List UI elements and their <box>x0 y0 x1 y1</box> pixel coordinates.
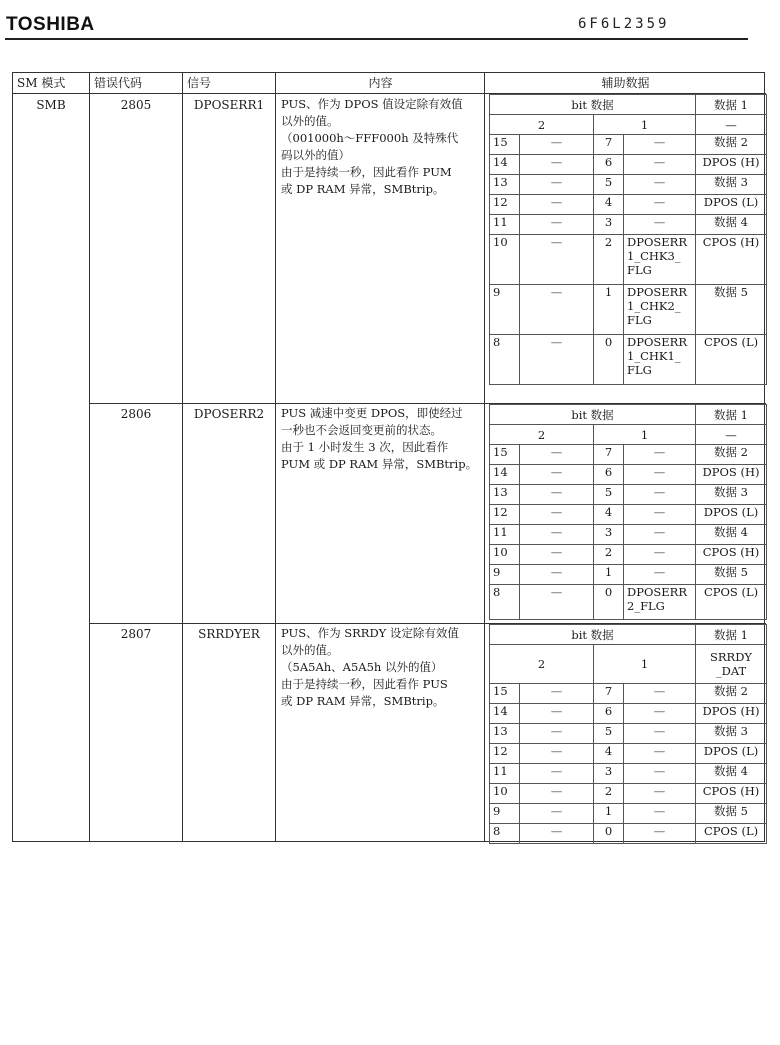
aux-row <box>490 335 767 385</box>
bit-value: — <box>520 784 594 804</box>
bit-number: 3 <box>594 525 624 545</box>
data-name-cell: 数据 2 <box>696 684 767 704</box>
column-header-mode: SM 模式 <box>13 73 90 94</box>
aux-data-table-2806 <box>489 404 766 620</box>
document-number: 6F6L2359 <box>578 16 670 32</box>
bit-value: — <box>520 525 594 545</box>
aux-row <box>490 684 767 704</box>
bit-value: — <box>520 335 594 385</box>
bit-value: — <box>520 135 594 155</box>
bit-number: 6 <box>594 465 624 485</box>
aux-row <box>490 784 767 804</box>
aux-row <box>490 824 767 844</box>
bit-number: 12 <box>490 744 520 764</box>
bit-value: DPOSERR 1_CHK1_ FLG <box>624 335 696 385</box>
data-name-cell: CPOS (H) <box>696 784 767 804</box>
bit-value: — <box>520 215 594 235</box>
bit-number: 3 <box>594 764 624 784</box>
data-name-cell: 数据 5 <box>696 804 767 824</box>
content-description-2807 <box>281 625 481 710</box>
bit-number: 7 <box>594 684 624 704</box>
bit-value: — <box>624 215 696 235</box>
bit-value: — <box>624 175 696 195</box>
bit-value: — <box>520 744 594 764</box>
bit-value: — <box>624 565 696 585</box>
data-1-label: 数据 1 <box>696 625 767 645</box>
bit-number: 10 <box>490 784 520 804</box>
aux-row <box>490 744 767 764</box>
content-description-2805 <box>281 96 481 198</box>
sm-mode-value: SMB <box>36 98 66 112</box>
bit-number: 1 <box>594 804 624 824</box>
data-name-cell: DPOS (H) <box>696 704 767 724</box>
content-line: 由于是持续一秒，因此看作 PUS <box>281 677 448 691</box>
data-1-label: 数据 1 <box>696 95 767 115</box>
bit-number: 13 <box>490 724 520 744</box>
data-name-cell: 数据 5 <box>696 565 767 585</box>
content-line: PUS、作为 SRRDY 设定除有效值 <box>281 626 459 640</box>
content-line: 一秒也不会返回变更前的状态。 <box>281 423 442 437</box>
data-name-cell: 数据 2 <box>696 445 767 465</box>
aux-row <box>490 704 767 724</box>
bit-value: — <box>520 684 594 704</box>
bit-number: 11 <box>490 525 520 545</box>
error-code-2805: 2805 <box>120 98 152 112</box>
bit-number: 15 <box>490 684 520 704</box>
content-line: PUM 或 DP RAM 异常，SMBtrip。 <box>281 457 478 471</box>
bit-value: — <box>624 195 696 215</box>
bit-number: 2 <box>594 235 624 285</box>
bit-value: DPOSERR 1_CHK2_ FLG <box>624 285 696 335</box>
data-name-cell: 数据 3 <box>696 175 767 195</box>
bit-value: DPOSERR 1_CHK3_ FLG <box>624 235 696 285</box>
bit-number: 10 <box>490 235 520 285</box>
bit-value: — <box>520 195 594 215</box>
content-line: 由于 1 小时发生 3 次，因此看作 <box>281 440 449 454</box>
bit-number: 9 <box>490 804 520 824</box>
bit-number: 12 <box>490 505 520 525</box>
bit-value: — <box>624 135 696 155</box>
bit-number: 7 <box>594 135 624 155</box>
aux-row <box>490 465 767 485</box>
column-header-signal: 信号 <box>183 73 276 94</box>
bit-number: 1 <box>594 565 624 585</box>
bit-number: 13 <box>490 485 520 505</box>
bit-value: — <box>624 525 696 545</box>
bit-value: — <box>520 485 594 505</box>
content-description-2806 <box>281 405 481 473</box>
byte-1-label: 1 <box>594 645 696 684</box>
bit-number: 4 <box>594 505 624 525</box>
data-name-cell: CPOS (L) <box>696 585 767 620</box>
bit-number: 14 <box>490 704 520 724</box>
bit-value: — <box>520 804 594 824</box>
bit-number: 10 <box>490 545 520 565</box>
bit-value: — <box>520 445 594 465</box>
data-name-cell: DPOS (H) <box>696 465 767 485</box>
bit-number: 2 <box>594 784 624 804</box>
aux-row <box>490 505 767 525</box>
bit-number: 8 <box>490 335 520 385</box>
bit-value: — <box>624 485 696 505</box>
data-name-cell: 数据 4 <box>696 215 767 235</box>
bit-number: 13 <box>490 175 520 195</box>
bit-number: 0 <box>594 824 624 844</box>
aux-row <box>490 235 767 285</box>
bit-value: — <box>624 545 696 565</box>
signal-srrdyer: SRRDYER <box>198 627 260 641</box>
column-divider <box>182 73 183 841</box>
header-rule <box>5 38 748 40</box>
bit-number: 11 <box>490 764 520 784</box>
bit-number: 9 <box>490 285 520 335</box>
aux-row <box>490 195 767 215</box>
bit-value: — <box>520 545 594 565</box>
data-name-cell: 数据 5 <box>696 285 767 335</box>
bit-data-label: bit 数据 <box>490 625 696 645</box>
content-line: PUS、作为 DPOS 值设定除有效值 <box>281 97 463 111</box>
bit-number: 5 <box>594 724 624 744</box>
bit-number: 2 <box>594 545 624 565</box>
data-name-cell: 数据 3 <box>696 485 767 505</box>
bit-value: — <box>520 565 594 585</box>
aux-row <box>490 155 767 175</box>
content-line: 以外的值。 <box>281 643 339 657</box>
bit-number: 14 <box>490 465 520 485</box>
data-name-cell: CPOS (H) <box>696 545 767 565</box>
bit-value: — <box>520 724 594 744</box>
bit-data-label: bit 数据 <box>490 405 696 425</box>
content-line: PUS 减速中变更 DPOS，即使经过 <box>281 406 463 420</box>
data-name-cell: CPOS (L) <box>696 824 767 844</box>
bit-number: 0 <box>594 585 624 620</box>
bit-value: — <box>624 824 696 844</box>
bit-value: — <box>520 764 594 784</box>
signal-dposerr2: DPOSERR2 <box>193 407 265 421</box>
bit-value: — <box>520 465 594 485</box>
data-name-cell: CPOS (H) <box>696 235 767 285</box>
bit-value: DPOSERR 2_FLG <box>624 585 696 620</box>
bit-number: 5 <box>594 485 624 505</box>
content-line: 或 DP RAM 异常，SMBtrip。 <box>281 694 445 708</box>
content-line: 或 DP RAM 异常，SMBtrip。 <box>281 182 445 196</box>
bit-value: — <box>624 724 696 744</box>
aux-data-table-2805 <box>489 94 766 385</box>
column-header-aux: 辅助数据 <box>485 73 766 94</box>
data-name-cell: 数据 4 <box>696 764 767 784</box>
column-divider <box>484 73 485 841</box>
data-name-cell: DPOS (H) <box>696 155 767 175</box>
data-name-cell: 数据 4 <box>696 525 767 545</box>
data-1-value: — <box>696 425 767 445</box>
aux-row <box>490 764 767 784</box>
bit-value: — <box>624 155 696 175</box>
aux-row <box>490 724 767 744</box>
aux-row <box>490 285 767 335</box>
bit-value: — <box>520 285 594 335</box>
byte-1-label: 1 <box>594 115 696 135</box>
bit-number: 4 <box>594 195 624 215</box>
aux-data-table-2807 <box>489 624 766 844</box>
error-code-table <box>12 72 765 842</box>
bit-value: — <box>520 235 594 285</box>
bit-value: — <box>624 804 696 824</box>
bit-number: 5 <box>594 175 624 195</box>
data-name-cell: DPOS (L) <box>696 195 767 215</box>
bit-number: 8 <box>490 585 520 620</box>
bit-number: 12 <box>490 195 520 215</box>
aux-row <box>490 485 767 505</box>
bit-value: — <box>520 505 594 525</box>
content-line: （5A5Ah、A5A5h 以外的值） <box>281 660 443 674</box>
bit-number: 1 <box>594 285 624 335</box>
bit-value: — <box>624 764 696 784</box>
data-name-cell: 数据 3 <box>696 724 767 744</box>
aux-row <box>490 804 767 824</box>
aux-row <box>490 175 767 195</box>
data-name-cell: CPOS (L) <box>696 335 767 385</box>
aux-row <box>490 565 767 585</box>
bit-data-label: bit 数据 <box>490 95 696 115</box>
bit-value: — <box>624 505 696 525</box>
data-name-cell: 数据 2 <box>696 135 767 155</box>
bit-number: 4 <box>594 744 624 764</box>
data-name-cell: DPOS (L) <box>696 505 767 525</box>
byte-2-label: 2 <box>490 645 594 684</box>
bit-number: 6 <box>594 155 624 175</box>
bit-value: — <box>624 465 696 485</box>
content-line: 以外的值。 <box>281 114 339 128</box>
bit-value: — <box>520 155 594 175</box>
content-line: 码以外的值） <box>281 148 350 162</box>
bit-number: 6 <box>594 704 624 724</box>
column-divider <box>89 73 90 841</box>
content-line: （001000h～FFF000h 及特殊代 <box>281 131 459 145</box>
brand-logo: TOSHIBA <box>6 14 95 35</box>
aux-row <box>490 545 767 565</box>
signal-dposerr1: DPOSERR1 <box>193 98 265 112</box>
bit-value: — <box>624 445 696 465</box>
column-divider <box>275 73 276 841</box>
bit-value: — <box>624 744 696 764</box>
aux-row <box>490 215 767 235</box>
bit-number: 7 <box>594 445 624 465</box>
bit-value: — <box>624 784 696 804</box>
bit-number: 11 <box>490 215 520 235</box>
error-code-2806: 2806 <box>120 407 152 421</box>
bit-number: 14 <box>490 155 520 175</box>
error-code-2807: 2807 <box>120 627 152 641</box>
bit-value: — <box>624 684 696 704</box>
aux-row <box>490 135 767 155</box>
data-1-value: — <box>696 115 767 135</box>
byte-2-label: 2 <box>490 425 594 445</box>
content-line: 由于是持续一秒，因此看作 PUM <box>281 165 452 179</box>
bit-number: 3 <box>594 215 624 235</box>
byte-2-label: 2 <box>490 115 594 135</box>
aux-row <box>490 445 767 465</box>
bit-number: 9 <box>490 565 520 585</box>
bit-number: 15 <box>490 135 520 155</box>
data-1-label: 数据 1 <box>696 405 767 425</box>
bit-value: — <box>624 704 696 724</box>
data-1-value: SRRDY _DAT <box>696 645 767 684</box>
bit-value: — <box>520 824 594 844</box>
column-header-content: 内容 <box>276 73 485 94</box>
bit-number: 8 <box>490 824 520 844</box>
byte-1-label: 1 <box>594 425 696 445</box>
bit-value: — <box>520 704 594 724</box>
column-header-code: 错误代码 <box>90 73 183 94</box>
bit-value: — <box>520 585 594 620</box>
aux-row <box>490 585 767 620</box>
bit-number: 0 <box>594 335 624 385</box>
bit-value: — <box>520 175 594 195</box>
bit-number: 15 <box>490 445 520 465</box>
aux-row <box>490 525 767 545</box>
data-name-cell: DPOS (L) <box>696 744 767 764</box>
